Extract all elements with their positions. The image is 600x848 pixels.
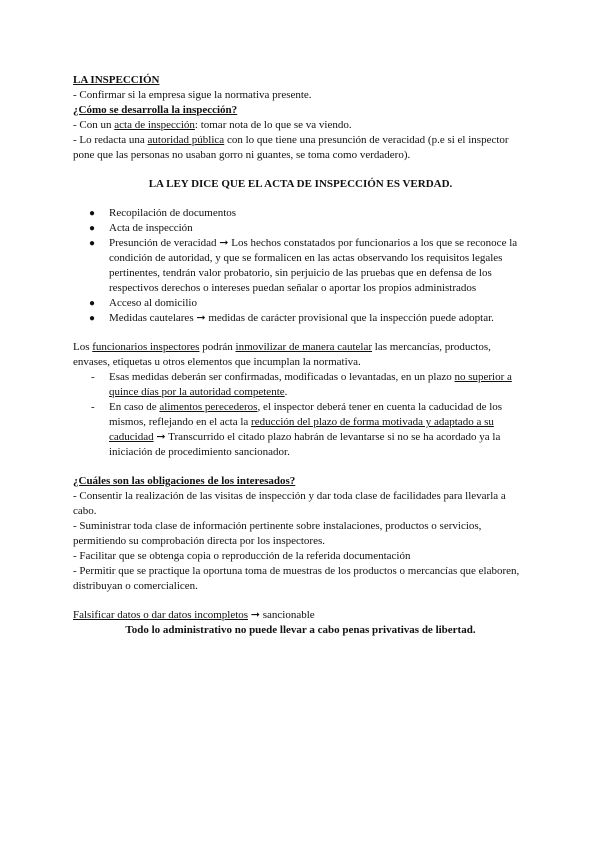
underlined-term: autoridad pública — [147, 134, 225, 146]
obligation-line: - Consentir la realización de las visitas de inspección y dar toda clase de facilidades para llevarla a cabo. — [73, 490, 506, 517]
document-page — [73, 73, 528, 638]
list-item: ● Presunción de veracidad ➞ Los hechos constatados por funcionarios a los que se reconoce la condición de autoridad, y que se formalicen en las actas observando los requisitos legales pertinentes, tendrán valor probatorio, sin perjuicio de las pruebas que en defensa de los respectivos derechos o intereses puedan señalar o aportar los propios administrados — [89, 237, 518, 294]
paragraph-acta: - Con un acta de inspección: tomar nota de lo que se va viendo. — [73, 119, 352, 131]
dash-icon: - — [91, 401, 95, 413]
underlined-term: inmovilizar de manera cautelar — [235, 341, 373, 353]
final-statement: Todo lo administrativo no puede llevar a cabo penas privativas de libertad. — [125, 624, 476, 636]
falsify-line: Falsificar datos o dar datos incompletos ➞ sancionable — [73, 609, 315, 621]
bullet-icon: ● — [89, 298, 96, 309]
bullet-icon: ● — [89, 238, 96, 249]
dash-list — [73, 370, 528, 460]
paragraph-autoridad: - Lo redacta una autoridad pública con lo que tiene una presunción de veracidad (p.e si el inspector pone que las personas no usaban gorro ni guantes, se toma como verdadero). — [73, 134, 509, 161]
list-item: ● Recopilación de documentos — [89, 207, 237, 219]
page-title: LA INSPECCIÓN — [73, 74, 160, 86]
bullet-list — [73, 206, 528, 326]
bullet-icon: ● — [89, 223, 96, 234]
bullet-icon: ● — [89, 208, 96, 219]
underlined-term: Falsificar datos o dar datos incompletos — [73, 609, 249, 621]
underlined-term: alimentos perecederos — [159, 401, 258, 413]
underlined-term: acta de inspección — [114, 119, 195, 131]
underlined-term: reducción del plazo de forma motivada y adaptado a su caducidad — [109, 416, 494, 443]
obligation-line: - Suministrar toda clase de información pertinente sobre instalaciones, productos o servicios, permitiendo su comprobación directa por los inspectores. — [73, 520, 482, 547]
question-heading-2: ¿Cuáles son las obligaciones de los interesados? — [73, 475, 296, 487]
list-item: ● Acceso al domicilio — [89, 297, 197, 309]
list-item: ● Acta de inspección — [89, 222, 193, 234]
dash-icon: - — [91, 371, 95, 383]
intro-line: - Confirmar si la empresa sigue la normativa presente. — [73, 89, 312, 101]
law-statement: LA LEY DICE QUE EL ACTA DE INSPECCIÓN ES VERDAD. — [148, 178, 453, 190]
underlined-term: funcionarios inspectores — [92, 341, 200, 353]
bullet-icon: ● — [89, 313, 96, 324]
obligation-line: - Facilitar que se obtenga copia o reproducción de la referida documentación — [73, 550, 411, 562]
list-item: ● Medidas cautelares ➞ medidas de carácter provisional que la inspección puede adoptar. — [89, 312, 494, 324]
paragraph-funcionarios: Los funcionarios inspectores podrán inmovilizar de manera cautelar las mercancías, productos, envases, etiquetas u otros elementos que incumplan la normativa. — [73, 341, 491, 368]
list-item: - Esas medidas deberán ser confirmadas, modificadas o levantadas, en un plazo no superior a quince días por la autoridad competente. — [91, 371, 512, 398]
question-heading-1: ¿Cómo se desarrolla la inspección? — [73, 104, 238, 116]
obligation-line: - Permitir que se practique la oportuna toma de muestras de los productos o mercancías que elaboren, distribuyan o comercialicen. — [73, 565, 520, 592]
underlined-term: no superior a quince días por la autoridad competente — [109, 371, 512, 398]
list-item: - En caso de alimentos perecederos, el inspector deberá tener en cuenta la caducidad de los mismos, reflejando en el acta la reducción del plazo de forma motivada y adaptado a su caducidad ➞ Transcurrido el citado plazo habrán de levantarse si no se ha acordado ya la iniciación de procedimiento sancionador. — [91, 401, 503, 458]
